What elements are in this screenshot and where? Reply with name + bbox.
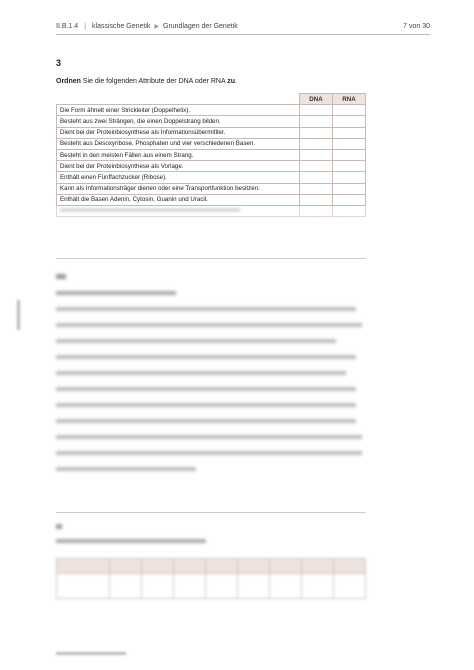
side-margin-label	[16, 300, 22, 330]
rna-answer-cell[interactable]	[333, 172, 366, 183]
attribute-text: Kann als Informationsträger dienen oder eine Transportfunktion besitzen.	[57, 183, 300, 194]
dna-answer-cell[interactable]	[300, 194, 333, 205]
attribute-text: Enthält einen Fünffachzucker (Ribose).	[57, 172, 300, 183]
table-row	[57, 138, 366, 149]
attribute-text: Dient bei der Proteinbiosynthese als Informationsübermittler.	[57, 127, 300, 138]
attribute-text: Enthält die Basen Adenin, Cytosin, Guanin und Uracil.	[57, 194, 300, 205]
table-row	[57, 127, 366, 138]
attribute-text: Besteht in den meisten Fällen aus einem Strang.	[57, 149, 300, 160]
attribute-text: Besteht aus zwei Strängen, die einen Doppelstrang bilden.	[57, 116, 300, 127]
dna-answer-cell[interactable]	[300, 138, 333, 149]
page-header	[56, 19, 430, 33]
page-number: 7 von 30	[403, 22, 430, 30]
table-row	[57, 194, 366, 205]
table-row	[57, 149, 366, 160]
instruction-end: .	[234, 78, 237, 85]
blurred-task-5	[56, 518, 366, 543]
rna-answer-cell[interactable]	[333, 194, 366, 205]
table-row	[57, 116, 366, 127]
instruction-text: Sie die folgenden Attribute der DNA oder RNA	[80, 78, 228, 85]
task-number: 3	[56, 58, 62, 68]
header-section: II.B.1.4	[56, 22, 79, 30]
dna-answer-cell[interactable]	[300, 172, 333, 183]
table-row	[57, 172, 366, 183]
dna-answer-cell[interactable]	[300, 183, 333, 194]
header-separator: |	[84, 22, 87, 30]
rna-answer-cell[interactable]	[333, 161, 366, 172]
header-divider	[56, 34, 430, 35]
attribute-text: Die Form ähnelt einer Strickleiter (Doppelhelix).	[57, 105, 300, 116]
attribute-table	[56, 93, 366, 217]
section-divider	[56, 512, 366, 513]
breadcrumb-arrow-icon: ▶	[154, 23, 159, 30]
header-subtopic: Grundlagen der Genetik	[163, 22, 238, 30]
blurred-bases-table	[56, 558, 366, 599]
rna-answer-cell[interactable]	[333, 116, 366, 127]
rna-answer-cell[interactable]	[333, 127, 366, 138]
dna-answer-cell[interactable]	[300, 149, 333, 160]
rna-answer-cell[interactable]	[333, 105, 366, 116]
attribute-text: Besteht aus Desoxyribose, Phosphaten und vier verschiedenen Basen.	[57, 138, 300, 149]
column-dna: DNA	[300, 94, 333, 105]
page-footer	[56, 651, 126, 657]
column-rna: RNA	[333, 94, 366, 105]
dna-answer-cell[interactable]	[300, 161, 333, 172]
instruction-verb: Ordnen	[56, 78, 81, 85]
dna-answer-cell[interactable]	[300, 105, 333, 116]
dna-answer-cell[interactable]	[300, 116, 333, 127]
header-topic: klassische Genetik	[92, 22, 151, 30]
table-row	[57, 161, 366, 172]
table-row-blurred	[57, 205, 366, 216]
rna-answer-cell[interactable]	[333, 138, 366, 149]
dna-answer-cell[interactable]	[300, 127, 333, 138]
rna-answer-cell[interactable]	[333, 183, 366, 194]
blurred-cloze-text	[56, 268, 366, 471]
rna-answer-cell[interactable]	[333, 149, 366, 160]
table-header-row	[57, 94, 366, 105]
attribute-text: Dient bei der Proteinbiosynthese als Vorlage.	[57, 161, 300, 172]
section-divider	[56, 258, 366, 259]
table-row	[57, 183, 366, 194]
task-instruction	[56, 78, 237, 85]
instruction-zu: zu	[227, 78, 235, 85]
table-row	[57, 105, 366, 116]
